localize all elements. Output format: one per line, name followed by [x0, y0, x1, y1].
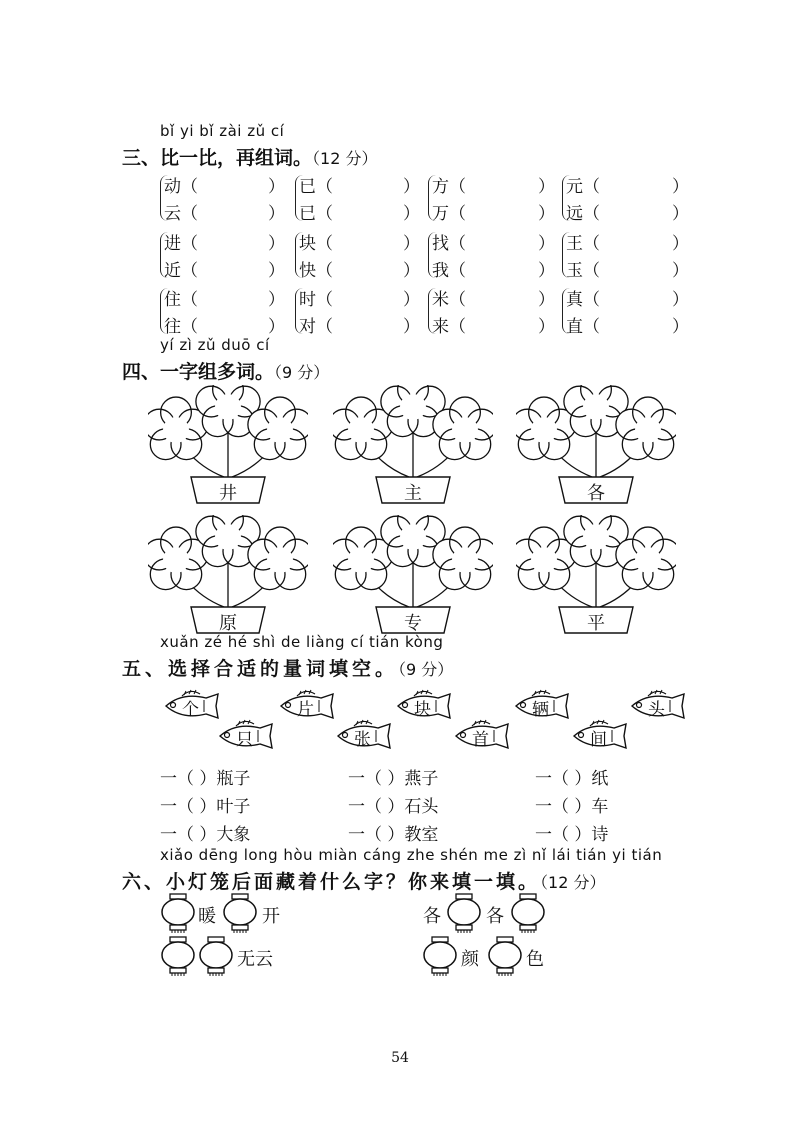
measure-blank[interactable]: 一（ ）教室	[348, 825, 439, 845]
section6-heading	[122, 867, 605, 894]
pair-char: 块（	[299, 234, 333, 254]
pair-char: 元（	[566, 177, 600, 197]
lantern-icon[interactable]	[160, 936, 196, 976]
pair-char: 我（	[432, 261, 466, 281]
lantern-icon[interactable]	[487, 936, 523, 976]
pair-char: 云（	[164, 204, 198, 224]
lantern-character: 暖	[198, 906, 216, 927]
close-paren: ）	[538, 290, 555, 310]
pair-char: 真（	[566, 290, 600, 310]
fish-word: 辆	[532, 700, 549, 720]
pair-char: 快（	[299, 261, 333, 281]
close-paren: ）	[538, 177, 555, 197]
pair-char: 动（	[164, 177, 198, 197]
pair-char: 进（	[164, 234, 198, 254]
fish-word: 块	[414, 700, 431, 720]
close-paren: ）	[268, 261, 285, 281]
close-paren: ）	[403, 290, 420, 310]
section5-score: （9 分）	[398, 660, 454, 679]
lantern-icon[interactable]	[422, 936, 458, 976]
pot-label	[191, 607, 265, 633]
section4-score: （9 分）	[274, 363, 330, 382]
pot-label	[559, 477, 633, 503]
pot-label	[376, 477, 450, 503]
pair-char: 万（	[432, 204, 466, 224]
close-paren: ）	[672, 177, 689, 197]
close-paren: ）	[672, 261, 689, 281]
pot-character: 各	[587, 483, 605, 504]
close-paren: ）	[403, 177, 420, 197]
lantern-character: 无云	[237, 949, 273, 970]
close-paren: ）	[403, 204, 420, 224]
pot-label	[376, 607, 450, 633]
section4-title: 四、一字组多词。	[122, 361, 275, 383]
measure-blank[interactable]: 一（ ）纸	[535, 769, 609, 789]
close-paren: ）	[403, 317, 420, 337]
measure-blank[interactable]: 一（ ）燕子	[348, 769, 439, 789]
fish-word: 个	[182, 700, 199, 720]
pair-char: 找（	[432, 234, 466, 254]
pair-char: 玉（	[566, 261, 600, 281]
close-paren: ）	[268, 177, 285, 197]
close-paren: ）	[672, 204, 689, 224]
close-paren: ）	[538, 317, 555, 337]
fish-word: 间	[590, 730, 607, 750]
section4-pinyin: yí zì zǔ duō cí	[160, 336, 270, 354]
lantern-icon[interactable]	[446, 893, 482, 933]
fish-word: 片	[297, 700, 314, 720]
fish-word: 头	[648, 700, 665, 720]
close-paren: ）	[538, 234, 555, 254]
lantern-icon[interactable]	[510, 893, 546, 933]
section5-pinyin: xuǎn zé hé shì de liàng cí tián kòng	[160, 633, 444, 651]
page-number: 54	[391, 1050, 409, 1066]
close-paren: ）	[672, 234, 689, 254]
section5-title: 五、选择合适的量词填空。	[122, 658, 399, 680]
lantern-character: 颜	[461, 949, 479, 970]
measure-blank[interactable]: 一（ ）瓶子	[160, 769, 251, 789]
pot-character: 平	[587, 613, 605, 634]
section3-score: （12 分）	[312, 149, 378, 168]
close-paren: ）	[268, 234, 285, 254]
pair-char: 时（	[299, 290, 333, 310]
pair-char: 王（	[566, 234, 600, 254]
pair-char: 对（	[299, 317, 333, 337]
section6-title: 六、小灯笼后面藏着什么字？你来填一填。	[122, 871, 541, 893]
measure-blank[interactable]: 一（ ）大象	[160, 825, 251, 845]
lantern-icon[interactable]	[198, 936, 234, 976]
close-paren: ）	[268, 204, 285, 224]
lantern-character: 色	[526, 949, 544, 970]
pair-char: 米（	[432, 290, 466, 310]
section3-title: 三、比一比，再组词。	[122, 147, 313, 169]
pair-char: 已（	[299, 177, 333, 197]
pair-char: 已（	[299, 204, 333, 224]
measure-blank[interactable]: 一（ ）石头	[348, 797, 439, 817]
lantern-icon[interactable]	[222, 893, 258, 933]
lantern-character: 各	[486, 906, 504, 927]
pot-character: 主	[404, 483, 422, 504]
section6-pinyin: xiǎo dēng long hòu miàn cáng zhe shén me zì nǐ lái tián yi tián	[160, 846, 663, 864]
section3-pinyin: bǐ yi bǐ zài zǔ cí	[160, 122, 285, 140]
close-paren: ）	[268, 317, 285, 337]
pot-character: 原	[219, 613, 237, 634]
measure-blank[interactable]: 一（ ）叶子	[160, 797, 251, 817]
lantern-icon[interactable]	[160, 893, 196, 933]
fish-word: 张	[354, 730, 371, 750]
close-paren: ）	[672, 290, 689, 310]
close-paren: ）	[538, 204, 555, 224]
fish-word: 首	[472, 730, 489, 750]
section6-score: （12 分）	[540, 873, 606, 892]
close-paren: ）	[403, 261, 420, 281]
measure-blank[interactable]: 一（ ）车	[535, 797, 609, 817]
close-paren: ）	[538, 261, 555, 281]
pair-char: 来（	[432, 317, 466, 337]
measure-blank[interactable]: 一（ ）诗	[535, 825, 609, 845]
pot-character: 井	[219, 483, 237, 504]
lantern-character: 各	[423, 906, 441, 927]
section3-heading	[122, 143, 377, 170]
close-paren: ）	[403, 234, 420, 254]
pot-label	[191, 477, 265, 503]
pot-label	[559, 607, 633, 633]
pair-char: 往（	[164, 317, 198, 337]
pair-char: 住（	[164, 290, 198, 310]
pair-char: 远（	[566, 204, 600, 224]
close-paren: ）	[268, 290, 285, 310]
fish-word: 只	[236, 730, 253, 750]
pair-char: 直（	[566, 317, 600, 337]
pair-char: 方（	[432, 177, 466, 197]
section5-heading	[122, 654, 453, 681]
lantern-character: 开	[262, 906, 280, 927]
pot-character: 专	[404, 613, 422, 634]
close-paren: ）	[672, 317, 689, 337]
section4-heading	[122, 357, 329, 384]
pair-char: 近（	[164, 261, 198, 281]
